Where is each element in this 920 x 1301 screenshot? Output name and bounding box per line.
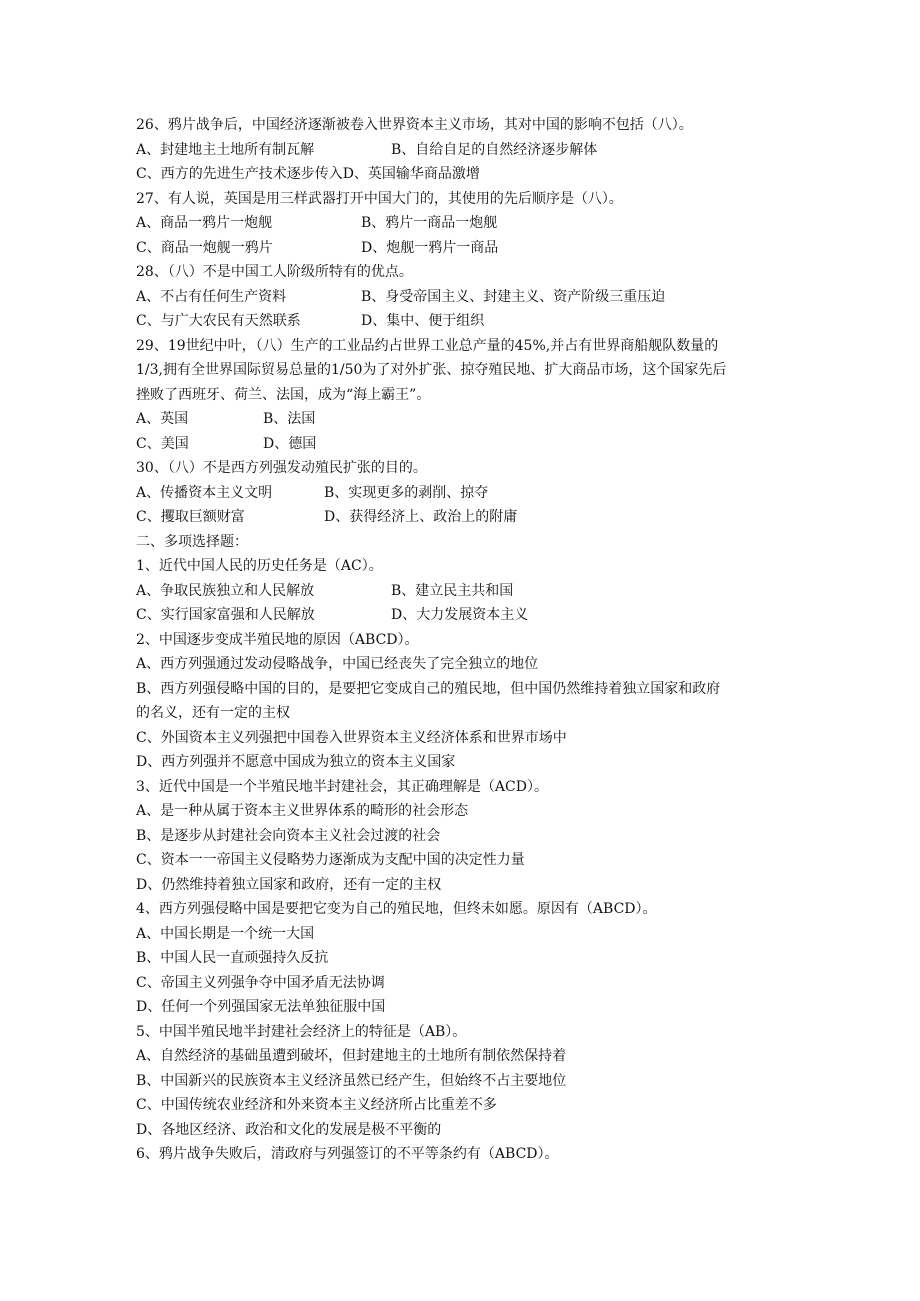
text-line bbox=[136, 579, 796, 604]
option-b: D、炮舰一鸦片一商品 bbox=[361, 239, 499, 256]
text-line bbox=[136, 236, 796, 261]
text-line: C、资本一一帝国主义侵略势力逐渐成为支配中国的决定性力量 bbox=[136, 852, 525, 868]
text-line bbox=[136, 505, 796, 530]
option-b: B、法国 bbox=[263, 411, 316, 427]
text-line: D、西方列强并不愿意中国成为独立的资本主义国家 bbox=[136, 754, 456, 770]
text-line bbox=[136, 407, 796, 432]
option-a: C、实行国家富强和人民解放 bbox=[136, 607, 315, 623]
text-line bbox=[136, 211, 796, 236]
text-line: A、自然经济的基础虽遭到破坏，但封建地主的土地所有制依然保持着 bbox=[136, 1048, 567, 1064]
text-line bbox=[136, 481, 796, 506]
text-line: 4、西方列强侵略中国是要把它变为自己的殖民地，但终未如愿。原因有（ABCD）。 bbox=[136, 901, 657, 917]
text-line: D、各地区经济、政治和文化的发展是极不平衡的 bbox=[136, 1121, 442, 1138]
option-b: B、身受帝国主义、封建主义、资产阶级三重压迫 bbox=[361, 288, 666, 305]
option-a: C、美国 bbox=[136, 435, 189, 452]
option-b: B、建立民主共和国 bbox=[391, 582, 514, 599]
option-b: D、大力发展资本主义 bbox=[391, 607, 529, 623]
text-line: 1、近代中国人民的历史任务是（AC）。 bbox=[136, 558, 383, 574]
text-line: B、西方列强侵略中国的目的，是要把它变成自己的殖民地，但中国仍然维持着独立国家和政府 bbox=[136, 680, 721, 697]
text-line: 28、（八）不是中国工人阶级所特有的优点。 bbox=[136, 264, 413, 280]
text-line: 的名义，还有一定的主权 bbox=[136, 705, 290, 721]
text-line: A、西方列强通过发动侵略战争，中国已经丧失了完全独立的地位 bbox=[136, 656, 539, 672]
text-line: B、是逐步从封建社会向资本主义社会过渡的社会 bbox=[136, 827, 441, 844]
text-line: 挫败了西班牙、荷兰、法国，成为“海上霸王”。 bbox=[136, 386, 431, 403]
option-a: A、不占有任何生产资料 bbox=[136, 288, 287, 305]
option-b: B、自给自足的自然经济逐步解体 bbox=[391, 141, 598, 158]
option-a: A、封建地主土地所有制瓦解 bbox=[136, 141, 315, 158]
text-line: D、仍然维持着独立国家和政府，还有一定的主权 bbox=[136, 876, 442, 893]
text-line: C、西方的先进生产技术逐步传入D、英国输华商品激增 bbox=[136, 166, 480, 182]
text-line: B、中国人民一直顽强持久反抗 bbox=[136, 950, 329, 966]
text-line: A、是一种从属于资本主义世界体系的畸形的社会形态 bbox=[136, 803, 469, 819]
text-line: 二、多项选择题： bbox=[136, 533, 248, 550]
option-a: C、与广大农民有天然联系 bbox=[136, 313, 301, 329]
text-line: A、中国长期是一个统一大国 bbox=[136, 925, 315, 942]
option-a: C、商品一炮舰一鸦片 bbox=[136, 239, 273, 256]
option-a: A、争取民族独立和人民解放 bbox=[136, 582, 315, 599]
text-line: C、中国传统农业经济和外来资本主义经济所占比重差不多 bbox=[136, 1097, 497, 1113]
option-a: A、英国 bbox=[136, 411, 189, 427]
option-a: C、攫取巨额财富 bbox=[136, 509, 245, 525]
text-line: 26、鸦片战争后，中国经济逐渐被卷入世界资本主义市场，其对中国的影响不包括（八）。 bbox=[136, 117, 693, 133]
text-line: 27、有人说，英国是用三样武器打开中国大门的，其使用的先后顺序是（八）。 bbox=[136, 190, 623, 207]
option-a: A、传播资本主义文明 bbox=[136, 484, 273, 501]
text-line: 6、鸦片战争失败后，清政府与列强签订的不平等条约有（ABCD）。 bbox=[136, 1146, 559, 1162]
text-line bbox=[136, 309, 796, 334]
text-line: D、任何一个列强国家无法单独征服中国 bbox=[136, 999, 386, 1015]
option-b: D、集中、便于组织 bbox=[361, 313, 485, 329]
text-line bbox=[136, 603, 796, 628]
option-b: B、鸦片一商品一炮舰 bbox=[361, 215, 498, 231]
option-b: D、获得经济上、政治上的附庸 bbox=[324, 509, 518, 525]
text-line: B、中国新兴的民族资本主义经济虽然已经产生，但始终不占主要地位 bbox=[136, 1072, 567, 1089]
text-line bbox=[136, 138, 796, 163]
question-list bbox=[136, 113, 796, 1167]
text-line: 29、19世纪中叶，（八）生产的工业品约占世界工业总产量的45%,并占有世界商船舰队数量的 bbox=[136, 337, 719, 354]
text-line: C、帝国主义列强争夺中国矛盾无法协调 bbox=[136, 974, 385, 991]
option-b: B、实现更多的剥削、掠夺 bbox=[324, 484, 489, 501]
text-line: 5、中国半殖民地半封建社会经济上的特征是（AB）。 bbox=[136, 1023, 467, 1040]
text-line: C、外国资本主义列强把中国卷入世界资本主义经济体系和世界市场中 bbox=[136, 729, 567, 746]
text-line: 2、中国逐步变成半殖民地的原因（ABCD）。 bbox=[136, 631, 419, 648]
text-line bbox=[136, 285, 796, 310]
text-line: 3、近代中国是一个半殖民地半封建社会，其正确理解是（ACD）。 bbox=[136, 778, 548, 795]
text-line: 30、（八）不是西方列强发动殖民扩张的目的。 bbox=[136, 460, 427, 476]
text-line bbox=[136, 432, 796, 457]
option-a: A、商品一鸦片一炮舰 bbox=[136, 215, 273, 231]
option-b: D、德国 bbox=[263, 435, 317, 452]
text-line: 1/3,拥有全世界国际贸易总量的1/50为了对外扩张、掠夺殖民地、扩大商品市场，这个国家先后 bbox=[136, 362, 727, 378]
